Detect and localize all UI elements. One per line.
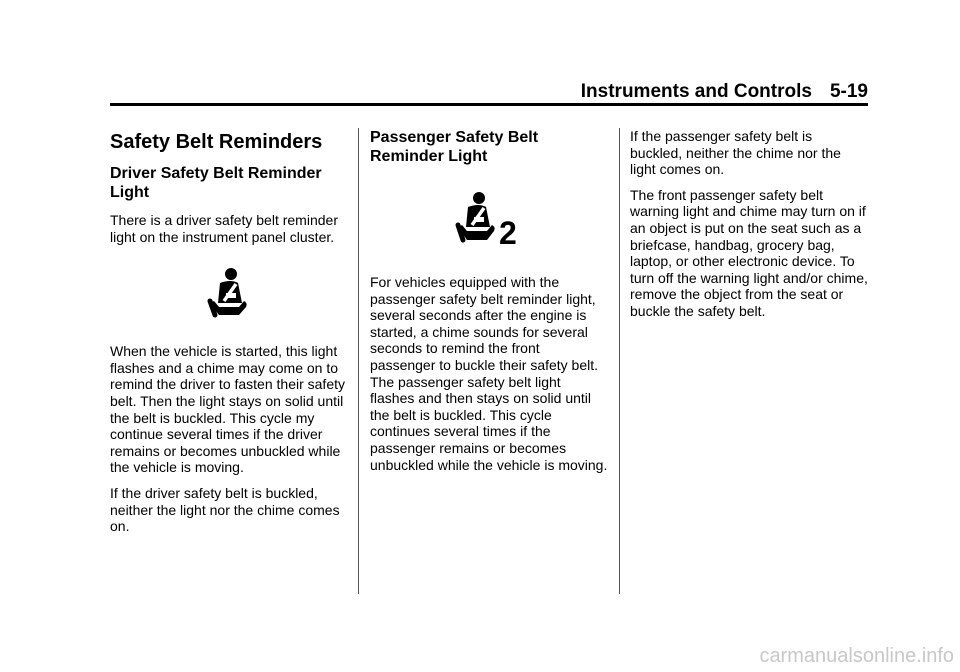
section-heading: Safety Belt Reminders — [110, 131, 323, 153]
column-divider-1 — [358, 128, 359, 594]
passenger-seatbelt-icon — [370, 190, 608, 248]
column-2 — [370, 128, 608, 482]
driver-buckled-paragraph: If the driver safety belt is buckled, neither the light nor the chime comes on. — [110, 484, 340, 535]
column-1 — [110, 128, 348, 544]
page-header — [110, 80, 868, 104]
passenger-reminder-heading: Passenger Safety Belt Reminder Light — [370, 129, 539, 165]
driver-reminder-heading: Driver Safety Belt Reminder Light — [110, 165, 322, 201]
page-number: 5-19 — [829, 81, 868, 102]
seatbelt-icon — [110, 267, 348, 319]
section-title: Instruments and Controls — [580, 81, 812, 102]
driver-intro-paragraph: There is a driver safety belt reminder light on the instrument panel cluster. — [110, 212, 338, 245]
passenger-operation-paragraph: For vehicles equipped with the passenger safety belt reminder light, several seconds after the engine is started, a chime sounds for several seconds to remind the front passenger to buckle their safety belt. The passenger safety belt light flashes and then stays on solid until the belt is buckled. This cycle continues several times if the passenger remains or becomes unbuckled while the vehicle is moving. — [370, 274, 608, 473]
header-rule — [110, 103, 868, 106]
watermark: carmanualsonline.info — [759, 645, 954, 667]
passenger-buckled-paragraph: If the passenger safety belt is buckled, neither the chime nor the light comes on. — [630, 128, 841, 178]
driver-operation-paragraph: When the vehicle is started, this light flashes and a chime may come on to remind the driver to fasten their safety belt. Then the light stays on solid until the belt is buckled. This cycle my continue several times if the driver remains or becomes unbuckled while the vehicle is moving. — [110, 343, 345, 476]
column-3 — [630, 128, 868, 329]
passenger-icon-digit: 2 — [499, 215, 517, 248]
passenger-object-paragraph: The front passenger safety belt warning light and chime may turn on if an object is put on the seat such as a briefcase, handbag, grocery bag, laptop, or other electronic device. To turn off the warning light and/or chime, remove the object from the seat or buckle the safety belt. — [630, 186, 868, 319]
column-divider-2 — [619, 128, 620, 594]
